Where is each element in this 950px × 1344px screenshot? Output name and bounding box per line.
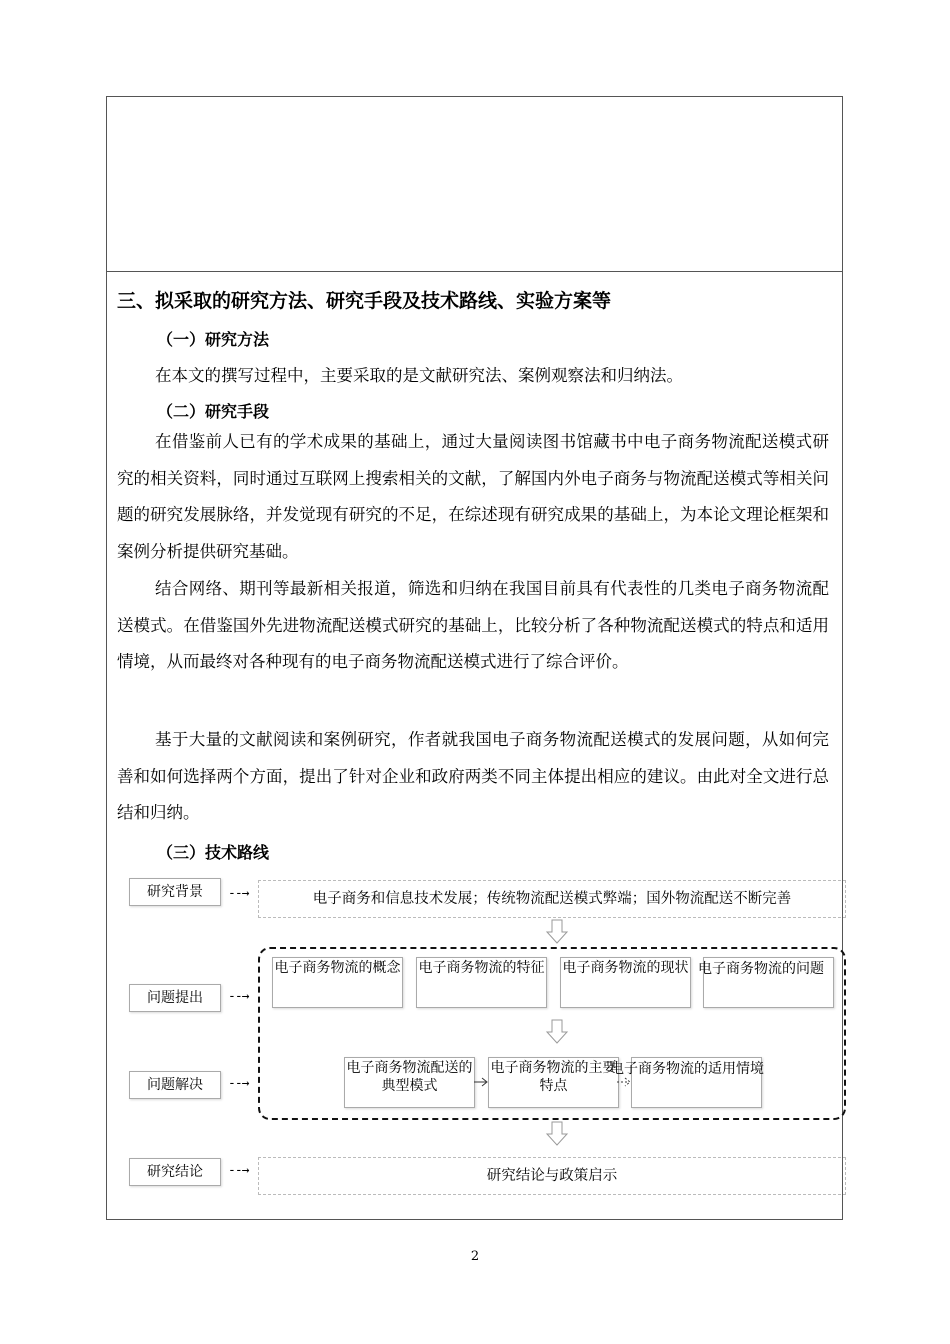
dashed-arrow: --→ (228, 886, 249, 901)
method-heading: （一）研究方法 (157, 330, 270, 349)
means-paragraph-1: 在借鉴前人已有的学术成果的基础上，通过大量阅读图书馆藏书中电子商务物流配送模式研究的相关资料，同时通过互联网上搜索相关的文献，了解国内外电子商务与物流配送模式等相关问题的研究发展脉络，并发觉现有研究的不足，在综述现有研究成果的基础上，为本论文理论框架和案例分析提供研究基础。 (117, 432, 829, 561)
method-text: 在本文的撰写过程中，主要采取的是文献研究法、案例观察法和归纳法。 (155, 366, 683, 385)
problem-box-features: 电子商务物流的特征 (416, 957, 547, 1008)
solution-box-scenarios (610, 1057, 764, 1108)
table-row-divider (106, 271, 843, 272)
hollow-down-arrow-icon (545, 1019, 569, 1045)
label-problem-solving: 问题解决 (129, 1071, 221, 1099)
problem-box-status: 电子商务物流的现状 (560, 957, 691, 1008)
label-research-background: 研究背景 (129, 878, 221, 906)
problem-box-concept: 电子商务物流的概念 (272, 957, 403, 1008)
route-heading: （三）技术路线 (157, 843, 270, 862)
means-paragraph-2: 结合网络、期刊等最新相关报道，筛选和归纳在我国目前具有代表性的几类电子商务物流配送模式。在借鉴国外先进物流配送模式研究的基础上，比较分析了各种物流配送模式的特点和适用情境，从而最终对各种现有的电子商务物流配送模式进行了综合评价。 (117, 579, 829, 671)
dashed-arrow: --→ (228, 989, 249, 1004)
background-box: 电子商务和信息技术发展；传统物流配送模式弊端；国外物流配送不断完善 (258, 880, 846, 918)
problem-box-issues-label: 电子商务物流的问题 (698, 961, 824, 977)
hollow-down-arrow-icon (545, 919, 569, 945)
small-arrow-icon (617, 1076, 633, 1088)
hollow-down-arrow-icon (545, 1121, 569, 1147)
problem-box-issues (698, 957, 834, 1008)
solution-box-scenarios-label: 电子商务物流的适用情境 (610, 1061, 764, 1077)
conclusion-box: 研究结论与政策启示 (258, 1157, 846, 1195)
means-heading: （二）研究手段 (157, 402, 270, 421)
section-title: 三、拟采取的研究方法、研究手段及技术路线、实验方案等 (117, 290, 612, 312)
label-research-conclusion: 研究结论 (129, 1158, 221, 1186)
dashed-arrow: --→ (228, 1163, 249, 1178)
solution-box-main-features: 电子商务物流的主要特点 (488, 1057, 619, 1108)
small-arrow-icon (474, 1076, 490, 1088)
page-number: 2 (470, 1249, 480, 1264)
dashed-arrow: --→ (228, 1076, 249, 1091)
label-problem-raising: 问题提出 (129, 984, 221, 1012)
means-paragraph-3: 基于大量的文献阅读和案例研究，作者就我国电子商务物流配送模式的发展问题，从如何完善和如何选择两个方面，提出了针对企业和政府两类不同主体提出相应的建议。由此对全文进行总结和归纳。 (117, 730, 829, 822)
solution-box-typical-modes: 电子商务物流配送的典型模式 (344, 1057, 475, 1108)
